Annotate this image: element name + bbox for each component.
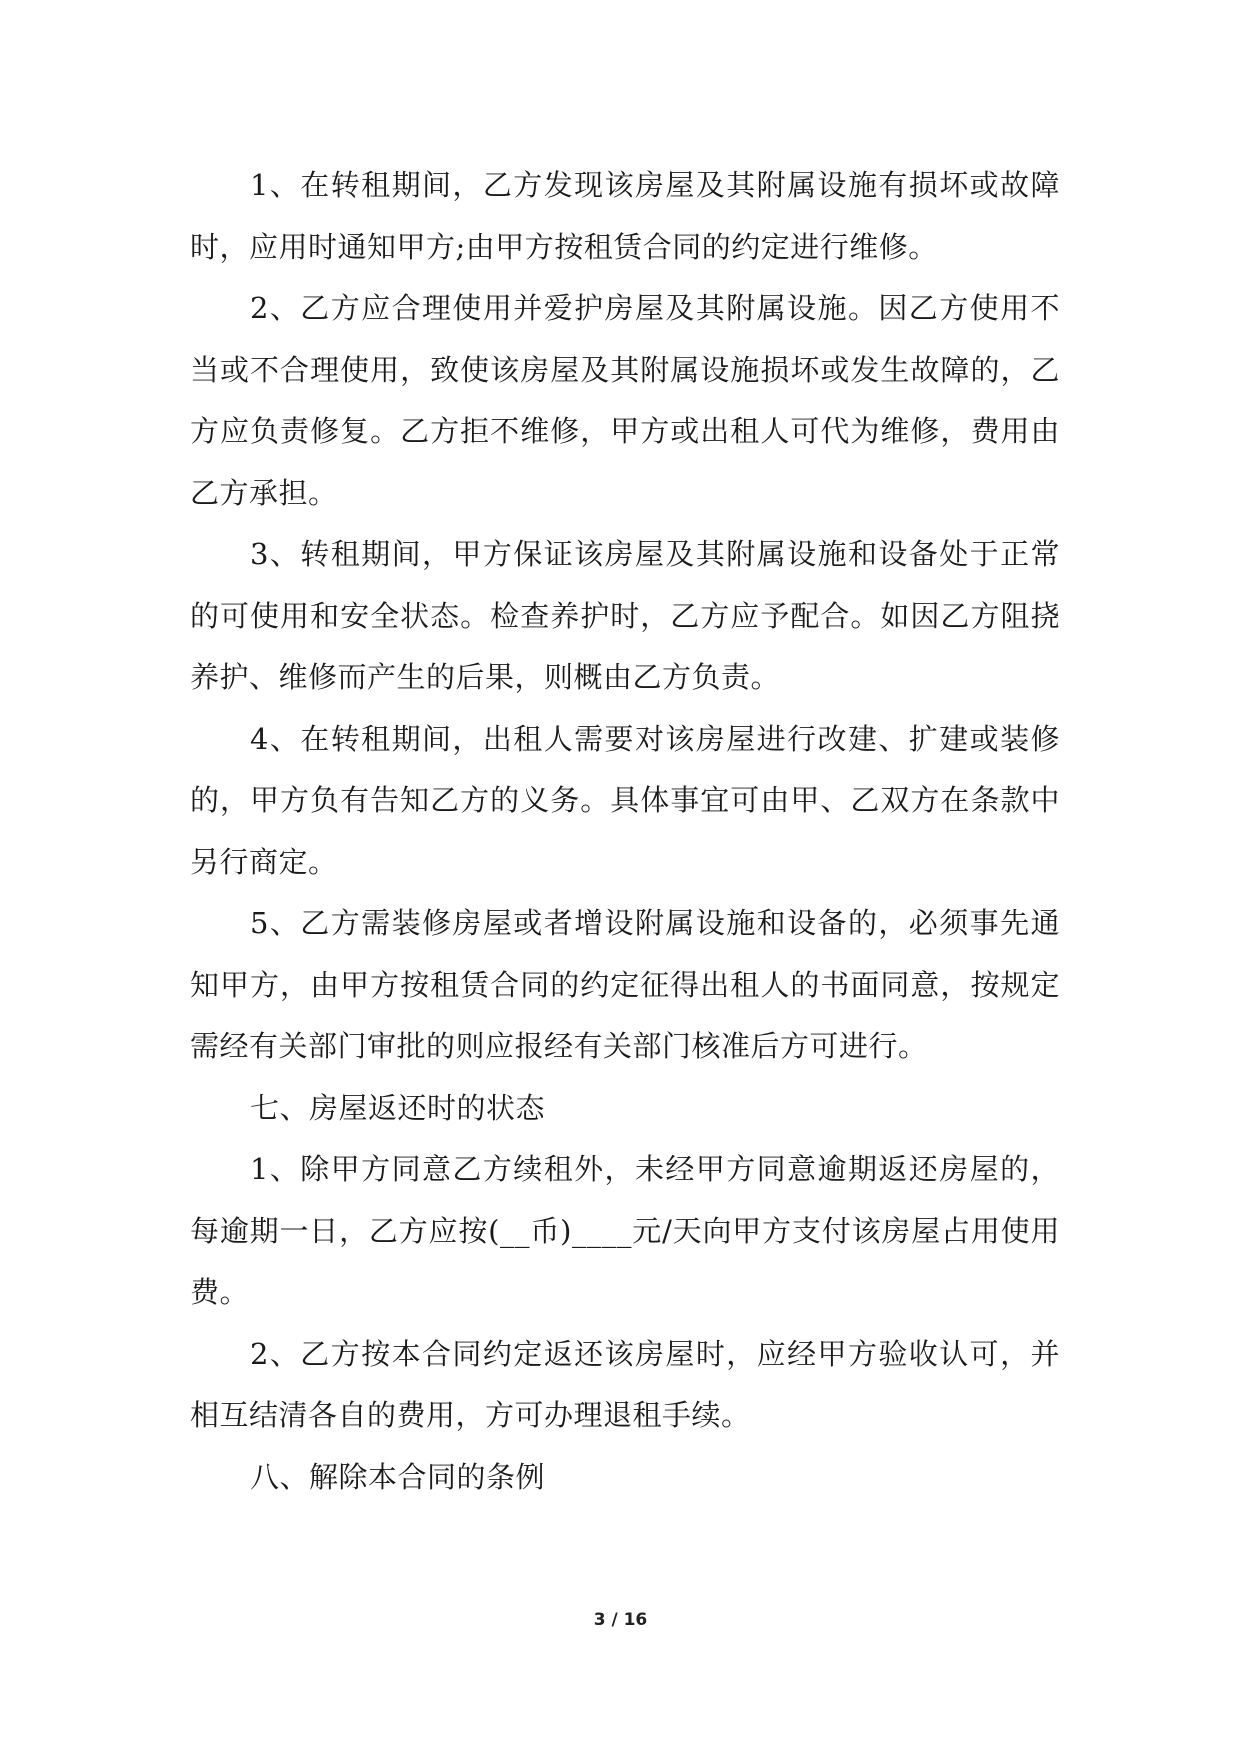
section-heading-termination: 八、解除本合同的条例 bbox=[250, 1459, 546, 1494]
page-number: 3 / 16 bbox=[593, 1610, 648, 1630]
section-heading-return-state: 七、房屋返还时的状态 bbox=[250, 1090, 546, 1125]
paragraph-overdue-fee: 1、除甲方同意乙方续租外，未经甲方同意逾期返还房屋的，每逾期一日，乙方应按(__币)____元/天向甲方支付该房屋占用使用费。 bbox=[190, 1152, 1060, 1309]
paragraph-renovation-by-tenant: 5、乙方需装修房屋或者增设附属设施和设备的，必须事先通知甲方，由甲方按租赁合同的约定征得出租人的书面同意，按规定需经有关部门审批的则应报经有关部门核准后方可进行。 bbox=[190, 906, 1060, 1063]
paragraph-repair-notice: 1、在转租期间，乙方发现该房屋及其附属设施有损坏或故障时，应用时通知甲方;由甲方按租赁合同的约定进行维修。 bbox=[190, 168, 1060, 264]
paragraph-renovation-by-lessor: 4、在转租期间，出租人需要对该房屋进行改建、扩建或装修的，甲方负有告知乙方的义务。具体事宜可由甲、乙双方在条款中另行商定。 bbox=[190, 721, 1060, 879]
paragraph-safety-guarantee: 3、转租期间，甲方保证该房屋及其附属设施和设备处于正常的可使用和安全状态。检查养护时，乙方应予配合。如因乙方阻挠养护、维修而产生的后果，则概由乙方负责。 bbox=[190, 537, 1060, 694]
paragraph-return-inspection: 2、乙方按本合同约定返还该房屋时，应经甲方验收认可，并相互结清各自的费用，方可办理退租手续。 bbox=[190, 1336, 1060, 1432]
paragraph-proper-use: 2、乙方应合理使用并爱护房屋及其附属设施。因乙方使用不当或不合理使用，致使该房屋及其附属设施损坏或发生故障的，乙方应负责修复。乙方拒不维修，甲方或出租人可代为维修，费用由乙方承担。 bbox=[190, 291, 1060, 510]
document-body bbox=[190, 155, 1060, 1508]
